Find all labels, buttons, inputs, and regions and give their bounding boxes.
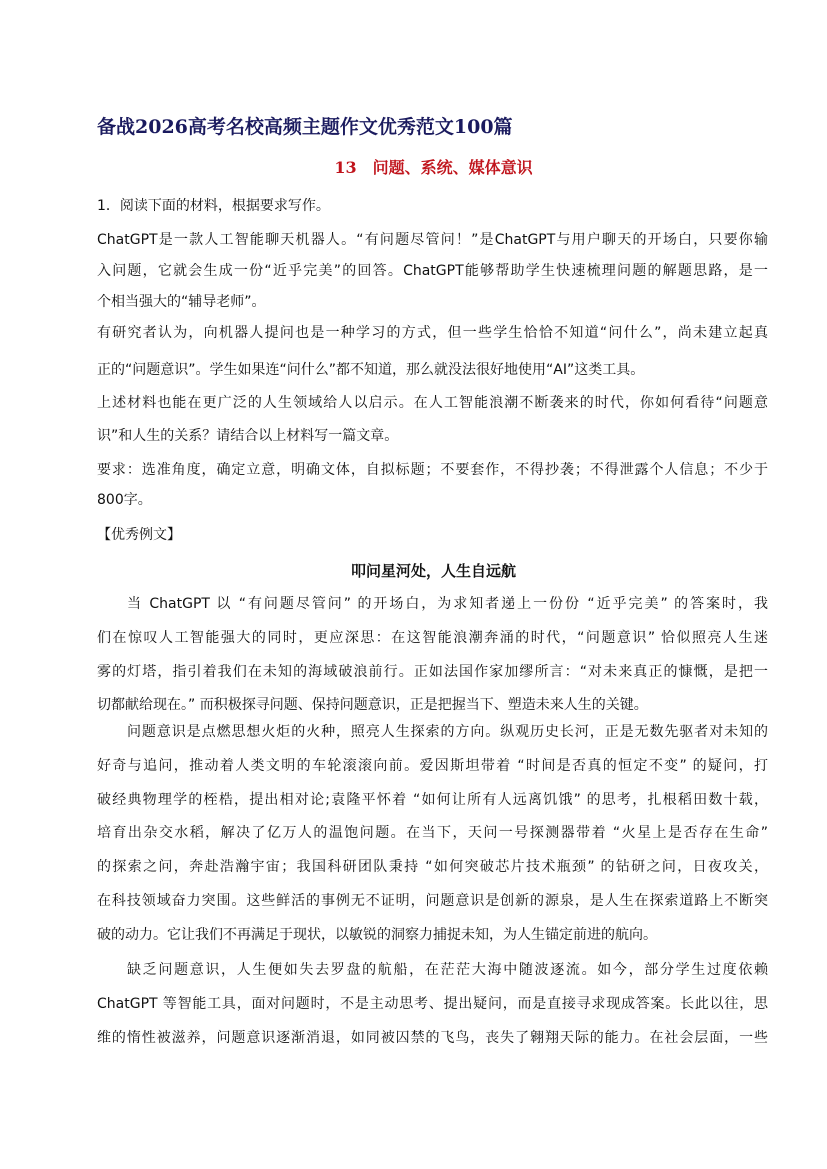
essay-line: 问题意识是点燃思想火炬的火种，照亮人生探索的方向。纵观历史长河，正是无数先驱者对未知的: [127, 724, 768, 740]
essay-line: 破的动力。它让我们不再满足于现状，以敏锐的洞察力捕捉未知，为人生锚定前进的航向。: [97, 926, 657, 943]
material-line: ChatGPT是一款人工智能聊天机器人。“有问题尽管问！”是ChatGPT与用户聊天的开场白，只要你输: [97, 232, 768, 248]
material-line: 有研究者认为，向机器人提问也是一种学习的方式，但一些学生恰恰不知道“问什么”，尚未建立起真: [97, 325, 768, 341]
essay-line: 在科技领域奋力突围。这些鲜活的事例无不证明，问题意识是创新的源泉，是人生在探索道路上不断突: [97, 893, 768, 909]
essay-title: 叩问星河处，人生自远航: [350, 562, 516, 580]
essay-line: 们在惊叹人工智能强大的同时，更应深思：在这智能浪潮奔涌的时代，“问题意识” 恰似照亮人生迷: [97, 629, 768, 646]
essay-line: 当 ChatGPT 以 “有问题尽管问” 的开场白，为求知者递上一份份 “近乎完美” 的答案时，我: [127, 596, 768, 612]
essay-line: 维的惰性被滋养，问题意识逐渐消退，如同被囚禁的飞鸟，丧失了翱翔天际的能力。在社会层面，一些: [97, 1029, 768, 1046]
essay-line: 破经典物理学的桎梏，提出相对论;袁隆平怀着 “如何让所有人远离饥饿” 的思考，扎根稻田数十载，: [97, 791, 768, 808]
material-line: 正的“问题意识”。学生如果连“问什么”都不知道，那么就没法很好地使用“AI”这类工具。: [97, 362, 645, 378]
requirements-line: 要求：选准角度，确定立意，明确文体，自拟标题；不要套作，不得抄袭；不得泄露个人信息；不少于: [97, 462, 768, 478]
prompt-line: 识”和人生的关系？请结合以上材料写一篇文章。: [97, 428, 399, 444]
essay-line: 培育出杂交水稻，解决了亿万人的温饱问题。在当下，天问一号探测器带着 “火星上是否存在生命”: [97, 825, 768, 842]
document-title: 备战2026高考名校高频主题作文优秀范文100篇: [97, 116, 513, 138]
essay-line: 切都献给现在。” 而积极探寻问题、保持问题意识，正是把握当下、塑造未来人生的关键。: [97, 697, 648, 714]
question-intro: 1．阅读下面的材料，根据要求写作。: [97, 198, 330, 214]
material-line: 入问题，它就会生成一份“近乎完美”的回答。ChatGPT能够帮助学生快速梳理问题的解题思路，是一: [97, 263, 768, 279]
section-subtitle: 13 问题、系统、媒体意识: [334, 158, 533, 177]
essay-line: 雾的灯塔，指引着我们在未知的海域破浪前行。正如法国作家加缪所言：“对未来真正的慷慨，是把一: [97, 663, 768, 680]
essay-line: ChatGPT 等智能工具，面对问题时，不是主动思考、提出疑问，而是直接寻求现成答案。长此以往，思: [97, 995, 768, 1012]
essay-line: 的探索之问，奔赴浩瀚宇宙；我国科研团队秉持 “如何突破芯片技术瓶颈” 的钻研之问，日夜攻关，: [97, 859, 768, 876]
essay-label: 【优秀例文】: [97, 527, 181, 543]
requirements-line: 800字。: [97, 492, 152, 508]
prompt-line: 上述材料也能在更广泛的人生领域给人以启示。在人工智能浪潮不断袭来的时代，你如何看待“问题意: [97, 395, 768, 411]
essay-line: 缺乏问题意识，人生便如失去罗盘的航船，在茫茫大海中随波逐流。如今，部分学生过度依赖: [127, 962, 768, 978]
material-line: 个相当强大的“辅导老师”。: [97, 294, 266, 310]
essay-line: 好奇与追问，推动着人类文明的车轮滚滚向前。爱因斯坦带着 “时间是否真的恒定不变” 的疑问，打: [97, 757, 768, 774]
